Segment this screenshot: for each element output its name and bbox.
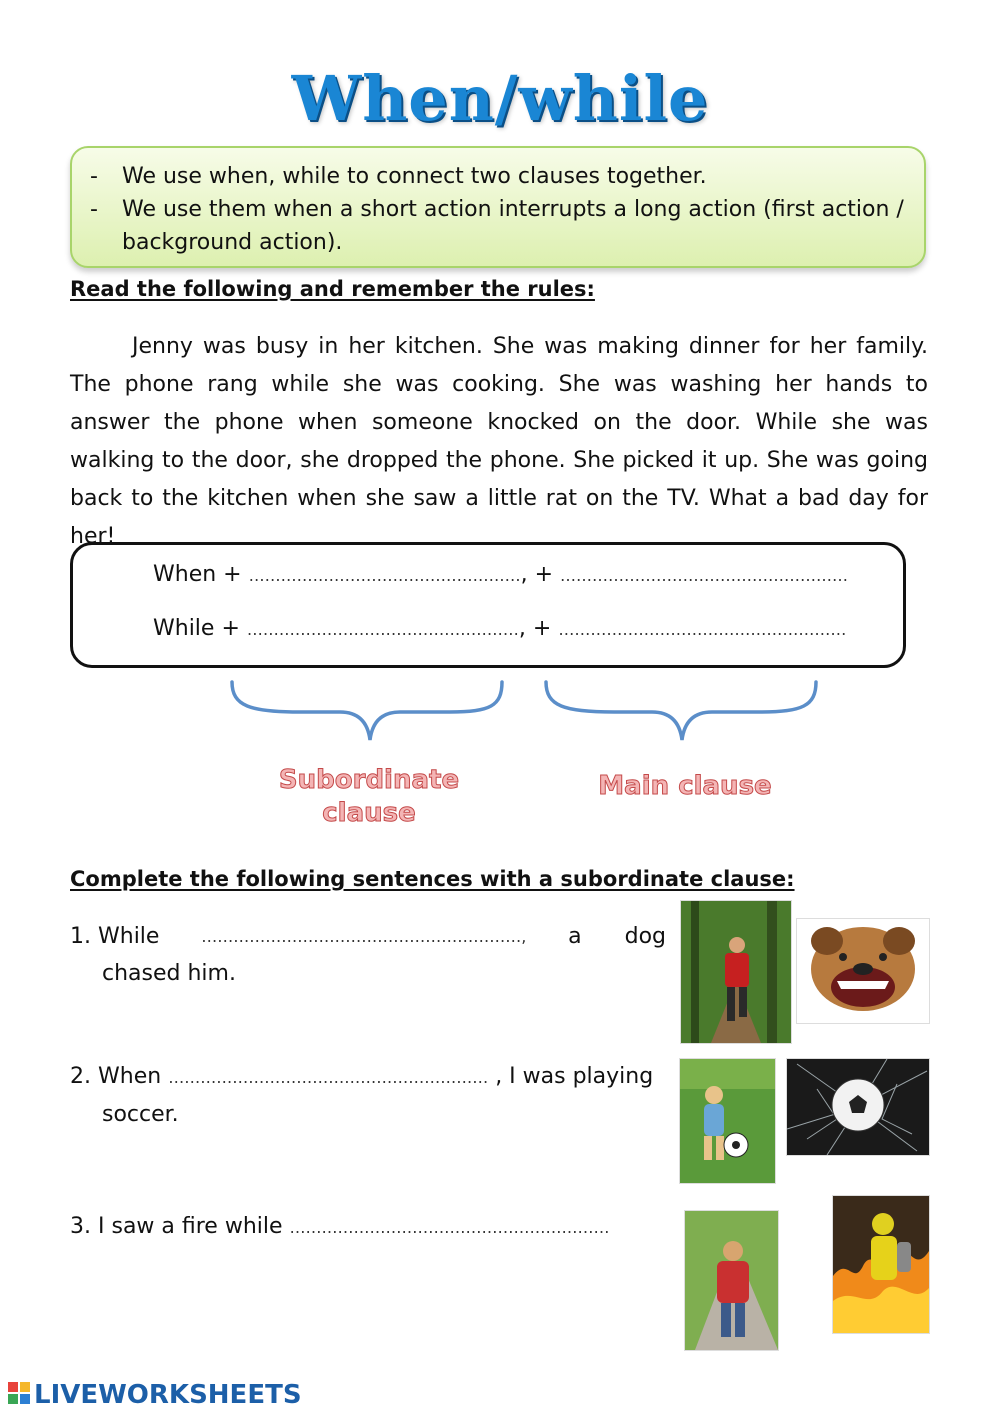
item-number: 3. [70, 1214, 91, 1239]
formula-word: While + [153, 616, 240, 641]
exercise-item-3 [70, 1208, 666, 1246]
item-text-before: I saw a fire while [98, 1214, 283, 1239]
answer-blank[interactable]: …………………………………………………… [289, 1218, 610, 1237]
exercise-item-2 [70, 1058, 666, 1133]
item-text-line2: chased him. [102, 961, 236, 986]
formula-row-when [153, 562, 848, 587]
item-number: 2. [70, 1064, 91, 1089]
formula-word: When + [153, 562, 242, 587]
brace-graphics [220, 676, 830, 748]
rule-text-continuation: background action). [122, 230, 343, 255]
firefighter-photo [832, 1195, 930, 1334]
item-text-before: When [98, 1064, 162, 1089]
label-line: clause [322, 798, 416, 828]
story-paragraph [70, 328, 928, 556]
rule-item [72, 160, 924, 193]
formula-separator: , + [518, 616, 552, 641]
rule-dash: - [90, 197, 98, 222]
rules-box [70, 146, 926, 268]
item-text-after: a dog [568, 924, 666, 949]
angry-dog-photo [796, 918, 930, 1024]
footer-text: LIVEWORKSHEETS [34, 1380, 302, 1410]
exercise-item-1 [70, 918, 666, 992]
formula-blank: …………………………………………… [248, 566, 521, 585]
answer-blank[interactable]: ……………………………………………………, [201, 927, 527, 946]
formula-blank: …………………………………………… [246, 620, 519, 639]
ball-breaking-glass-photo [786, 1058, 930, 1156]
liveworksheets-logo-icon [8, 1382, 32, 1406]
footer-brand [8, 1380, 302, 1410]
main-clause-label: Main clause [598, 771, 772, 801]
item-text-before: While [98, 924, 160, 949]
rule-item [72, 193, 924, 226]
subordinate-clause-label [258, 764, 480, 830]
answer-blank[interactable]: …………………………………………………… [168, 1068, 489, 1087]
reading-heading: Read the following and remember the rules: [70, 277, 595, 301]
boy-with-backpack-photo [684, 1210, 779, 1351]
formula-box [70, 542, 906, 668]
formula-blank: ……………………………………………… [560, 566, 849, 585]
rule-dash: - [90, 164, 98, 189]
exercise-heading: Complete the following sentences with a subordinate clause: [70, 867, 795, 891]
left-brace [232, 682, 502, 740]
girl-with-soccer-ball-photo [679, 1058, 776, 1184]
rule-item-continuation [72, 226, 924, 259]
item-text-line2: soccer. [102, 1102, 179, 1127]
right-brace [546, 682, 816, 740]
item-number: 1. [70, 924, 91, 949]
formula-separator: , + [520, 562, 554, 587]
label-line: Subordinate [278, 765, 460, 795]
formula-blank: ……………………………………………… [558, 620, 847, 639]
rule-text: We use when, while to connect two clauses together. [122, 164, 707, 189]
rule-text: We use them when a short action interrupts a long action (first action / [122, 197, 904, 222]
page-title: When/while [291, 62, 709, 135]
formula-row-while [153, 616, 846, 641]
story-text: Jenny was busy in her kitchen. She was making dinner for her family. The phone rang while she was cooking. She was washing her hands to answer the phone when someone knocked on the door. While she was walking to the door, she dropped the phone. She picked it up. She was going back to the kitchen when she saw a little rat on the TV. What a bad day for her! [70, 334, 928, 549]
running-boy-photo [680, 900, 792, 1044]
item-text-after: , I was playing [495, 1064, 654, 1089]
